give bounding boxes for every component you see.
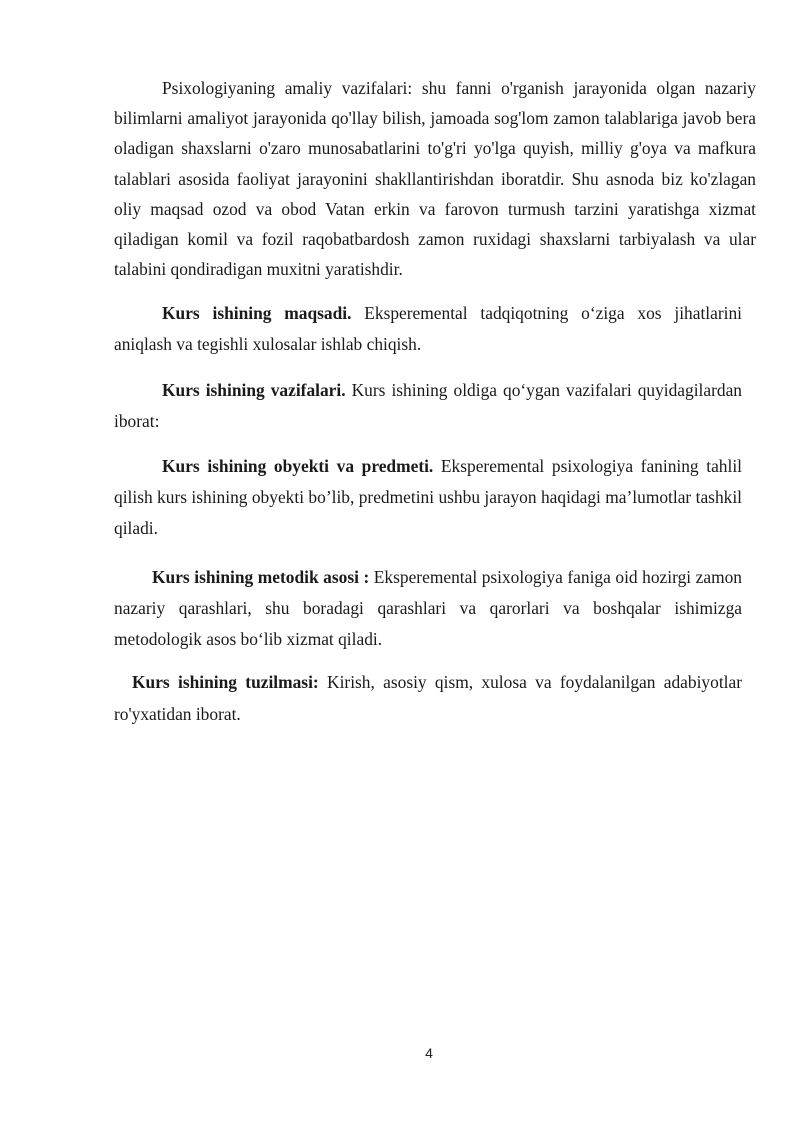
page-number: 4 <box>425 1045 433 1061</box>
paragraph-text: Psixologiyaning amaliy vazifalari: shu fanni o'rganish jarayonida olgan nazariy bilimlarni amaliyot jarayonida qo'llay bilish, jamoada sog'lom zamon talablariga javob bera oladigan shaxslarni o'zaro munosabatlarini to'g'ri yo'lga quyish, milliy g'oya va mafkura talablari asosida faoliyat jarayonini shakllantirishdan iboratdir. Shu asnoda biz ko'zlagan oliy maqsad ozod va obod Vatan erkin va farovon turmush tarzini yaratishga xizmat qiladigan komil va fozil raqobatbardosh zamon ruxidagi shaxslarni tarbiyalash va ular talabini qondiradigan muxitni yaratishdir. <box>114 78 756 280</box>
paragraph-heading: Kurs ishining metodik asosi : <box>152 567 370 587</box>
paragraph-heading: Kurs ishining vazifalari. <box>162 380 346 400</box>
paragraph-text: Kurs ishining oldiga qo‘ygan vazifalari quyidagilardan iborat: <box>114 380 743 431</box>
paragraph-text: Eksperemental tadqiqotning o‘ziga xos jihatlarini aniqlash va tegishli xulosalar ishlab chiqish. <box>114 303 742 354</box>
paragraph-heading: Kurs ishining tuzilmasi: <box>132 672 319 692</box>
paragraph-course-tasks <box>114 375 742 437</box>
paragraph-heading: Kurs ishining obyekti va predmeti. <box>162 456 434 476</box>
paragraph-object-subject <box>114 451 742 544</box>
paragraph-text: Eksperemental psixologiya fanining tahlil qilish kurs ishining obyekti bo’lib, predmetini ushbu jarayon haqidagi ma’lumotlar tashkil qiladi. <box>114 456 742 538</box>
paragraph-methodical-basis <box>114 562 742 655</box>
paragraph-practical-tasks <box>114 73 756 284</box>
paragraph-course-goal <box>114 298 742 360</box>
paragraph-text: Kirish, asosiy qism, xulosa va foydalanilgan adabiyotlar ro'yxatidan iborat. <box>114 672 742 724</box>
paragraph-structure <box>114 666 742 730</box>
paragraph-heading: Kurs ishining maqsadi. <box>162 303 352 323</box>
paragraph-text: Eksperemental psixologiya faniga oid hozirgi zamon nazariy qarashlari, shu boradagi qarashlari va qarorlari va boshqalar ishimizga metodologik asos bo‘lib xizmat qiladi. <box>114 567 743 649</box>
